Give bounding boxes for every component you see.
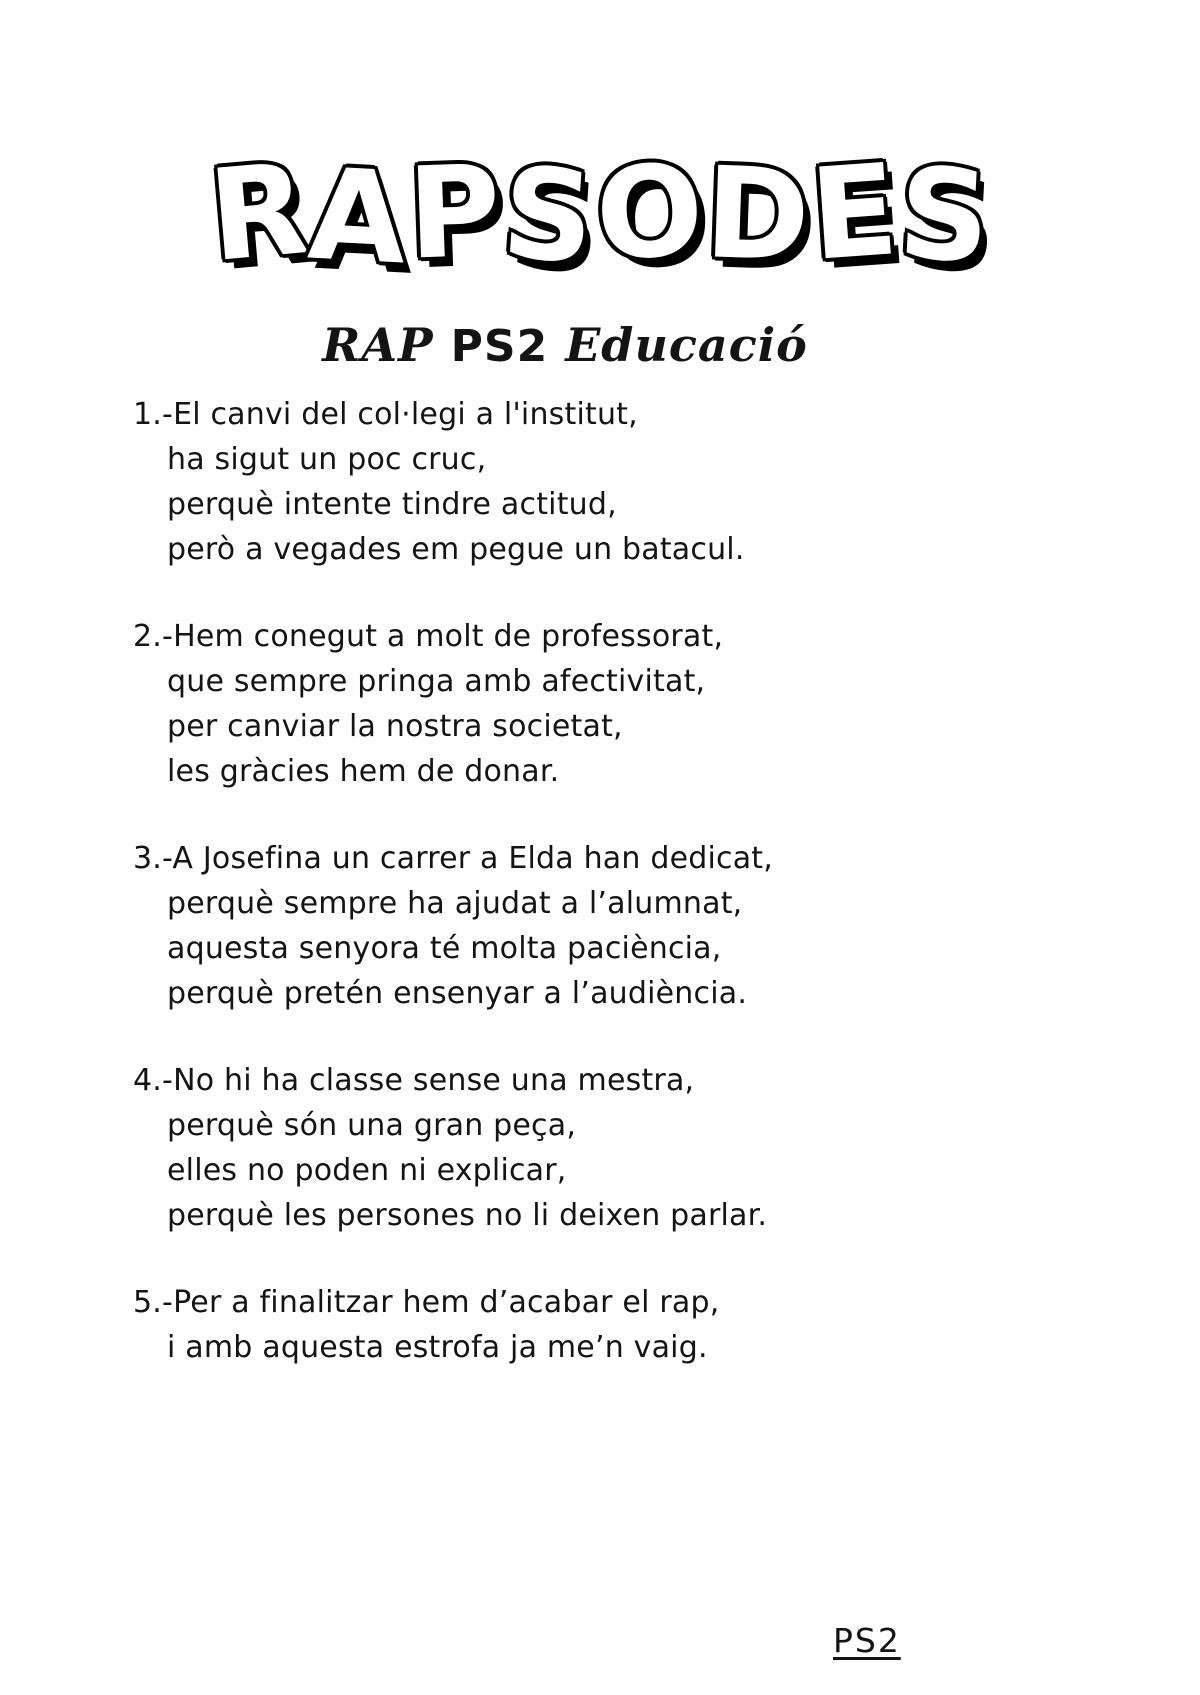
page-subtitle <box>0 318 1130 372</box>
stanza-line <box>133 1280 1200 1325</box>
stanza-line: i amb aquesta estrofa ja me’n vaig. <box>167 1330 708 1365</box>
stanza-line <box>133 392 1200 437</box>
stanza-number: 4.- <box>133 1063 174 1098</box>
stanza-line: les gràcies hem de donar. <box>167 754 560 789</box>
stanza-text: El canvi del col·legi a l'institut, <box>173 397 638 432</box>
stanza-text: No hi ha classe sense una mestra, <box>173 1063 695 1098</box>
graffiti-letter: S <box>895 139 994 292</box>
graffiti-letter: O <box>591 136 707 289</box>
subtitle-ps2: PS2 <box>450 321 549 372</box>
stanza-5 <box>133 1280 1200 1370</box>
stanza-line: perquè són una gran peça, <box>167 1108 577 1143</box>
stanza-line: que sempre pringa amb afectivitat, <box>167 664 706 699</box>
stanza-line: perquè intente tindre actitud, <box>167 487 617 522</box>
stanza-line: perquè les persones no li deixen parlar. <box>167 1198 768 1233</box>
graffiti-letter: A <box>304 140 411 293</box>
graffiti-letter: E <box>806 136 903 289</box>
stanza-number: 2.- <box>133 619 174 654</box>
stanza-text: Per a finalitzar hem d’acabar el rap, <box>173 1285 720 1320</box>
stanza-line <box>133 614 1200 659</box>
graffiti-letter: S <box>497 139 599 292</box>
graffiti-letter: R <box>203 135 314 290</box>
stanza-3 <box>133 836 1200 1016</box>
stanza-line: aquesta senyora té molta paciència, <box>167 931 722 966</box>
stanza-text: A Josefina un carrer a Elda han dedicat, <box>172 841 773 876</box>
stanza-number: 3.- <box>133 841 173 876</box>
stanza-line: ha sigut un poc cruc, <box>167 442 487 477</box>
stanza-line: perquè sempre ha ajudat a l’alumnat, <box>167 886 743 921</box>
stanza-number: 5.- <box>133 1285 174 1320</box>
stanza-number: 1.- <box>133 397 174 432</box>
document-page <box>0 135 1200 1695</box>
stanza-line: elles no poden ni explicar, <box>167 1153 567 1188</box>
stanza-text: Hem conegut a molt de professorat, <box>173 619 724 654</box>
graffiti-title <box>0 135 1200 293</box>
stanza-line: però a vegades em pegue un batacul. <box>167 532 745 567</box>
graffiti-letter: P <box>405 137 504 288</box>
poem <box>133 392 1200 1370</box>
stanza-1 <box>133 392 1200 572</box>
stanza-line: per canviar la nostra societat, <box>167 709 623 744</box>
stanza-4 <box>133 1058 1200 1238</box>
stanza-line <box>133 836 1200 881</box>
graffiti-letter: D <box>702 139 812 290</box>
footer-ps2-label: PS2 <box>833 1621 901 1660</box>
subtitle-rap: RAP <box>322 318 451 372</box>
subtitle-educacio: Educació <box>548 318 808 372</box>
stanza-line <box>133 1058 1200 1103</box>
stanza-2 <box>133 614 1200 794</box>
stanza-line: perquè pretén ensenyar a l’audiència. <box>167 976 748 1011</box>
